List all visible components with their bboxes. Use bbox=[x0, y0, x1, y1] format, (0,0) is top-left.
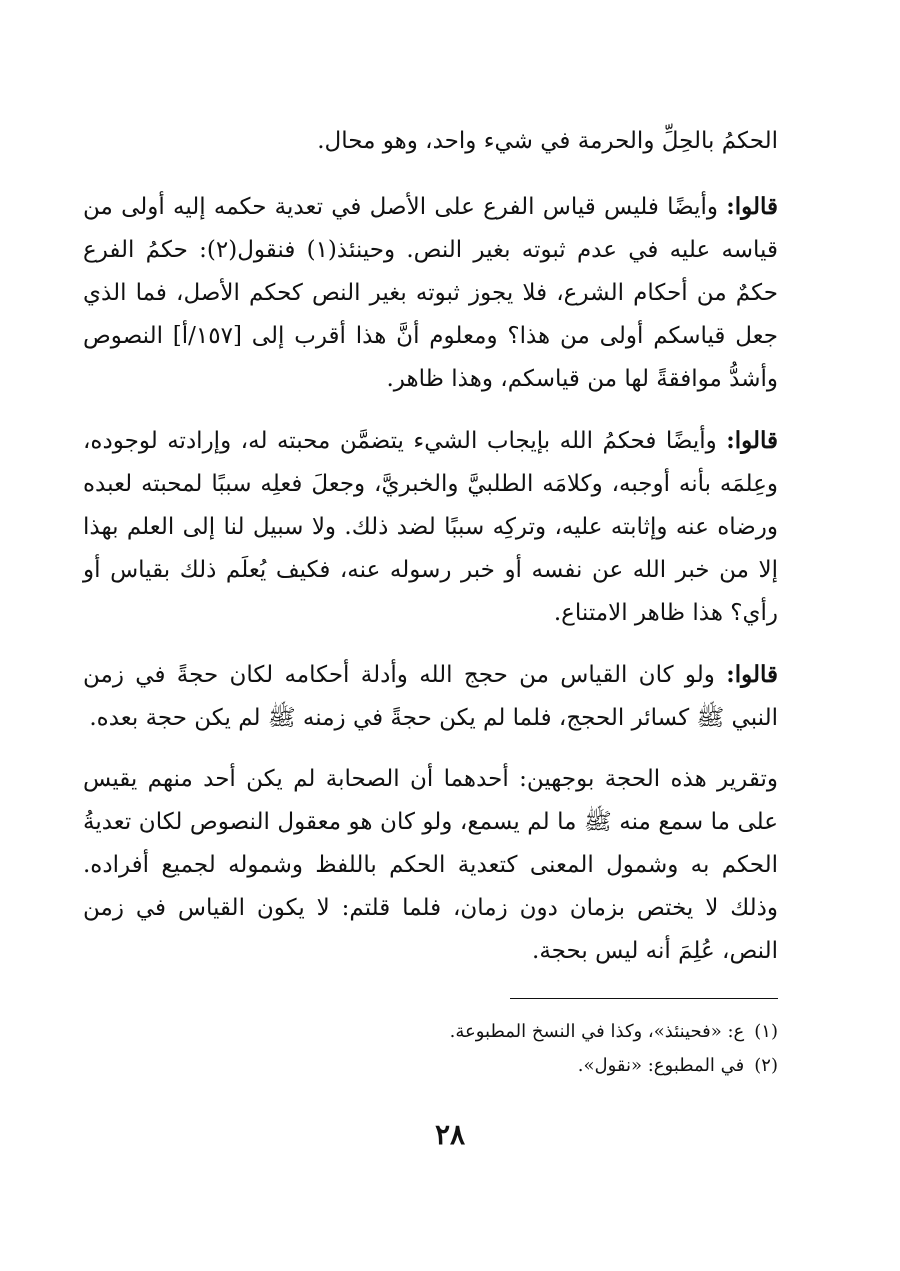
footnotes bbox=[83, 1015, 778, 1083]
paragraph-text: وأيضًا فليس قياس الفرع على الأصل في تعدية حكمه إليه أولى من قياسه عليه في عدم ثبوته بغير النص. وحينئذ(١) فنقول(٢): حكمُ الفرع حكمٌ من أحكام الشرع، فلا يجوز ثبوته بغير النص كحكم الأصل، فما الذي جعل قياسكم أولى من هذا؟ ومعلوم أنَّ هذا أقرب إلى [١٥٧/أ] النصوص وأشدُّ موافقةً لها من قياسكم، وهذا ظاهر. bbox=[83, 194, 778, 392]
footnote-2 bbox=[83, 1049, 778, 1083]
paragraph-lead: قالوا: bbox=[726, 661, 778, 688]
footnote-text: ع: «فحينئذ»، وكذا في النسخ المطبوعة. bbox=[449, 1021, 745, 1042]
footnote-1 bbox=[83, 1015, 778, 1049]
footnote-number: (٢) bbox=[754, 1055, 778, 1076]
paragraph-5 bbox=[83, 758, 778, 973]
footnote-number: (١) bbox=[754, 1021, 778, 1042]
footnote-separator bbox=[510, 998, 778, 999]
paragraph-text: ولو كان القياس من حجج الله وأدلة أحكامه لكان حجةً في زمن النبي ﷺ كسائر الحجج، فلما لم يكن حجةً في زمنه ﷺ لم يكن حجة بعده. bbox=[83, 662, 778, 731]
footnote-text: في المطبوع: «نقول». bbox=[577, 1055, 745, 1076]
paragraph-text: الحكمُ بالحِلِّ والحرمة في شيء واحد، وهو محال. bbox=[317, 128, 778, 154]
page-number: ٢٨ bbox=[434, 1118, 466, 1151]
paragraph-3 bbox=[83, 419, 778, 635]
paragraph-text: وأيضًا فحكمُ الله بإيجاب الشيء يتضمَّن محبته له، وإرادته لوجوده، وعِلمَه بأنه أوجبه، وكلامَه الطلبيَّ والخبريَّ، وجعلَ فعلِه سببًا لمحبته لعبده ورضاه عنه وإثابته عليه، وتركِه سببًا لضد ذلك. ولا سبيل لنا إلى العلم بهذا إلا من خبر الله عن نفسه أو خبر رسوله عنه، فكيف يُعلَم ذلك بقياس أو رأي؟ هذا ظاهر الامتناع. bbox=[83, 428, 778, 626]
paragraph-4 bbox=[83, 653, 778, 740]
paragraph-2 bbox=[83, 185, 778, 401]
paragraph-lead: قالوا: bbox=[726, 427, 778, 454]
paragraph-1 bbox=[83, 120, 778, 163]
paragraph-lead: قالوا: bbox=[726, 193, 778, 220]
main-text bbox=[83, 120, 778, 991]
paragraph-text: وتقرير هذه الحجة بوجهين: أحدهما أن الصحابة لم يكن أحد منهم يقيس على ما سمع منه ﷺ ما لم يسمع، ولو كان هو معقول النصوص لكان تعديةُ الحكم به وشمول المعنى كتعدية الحكم باللفظ وشموله لجميع أفراده. وذلك لا يختص بزمان دون زمان، فلما قلتم: لا يكون القياس في زمن النص، عُلِمَ أنه ليس بحجة. bbox=[83, 766, 778, 964]
